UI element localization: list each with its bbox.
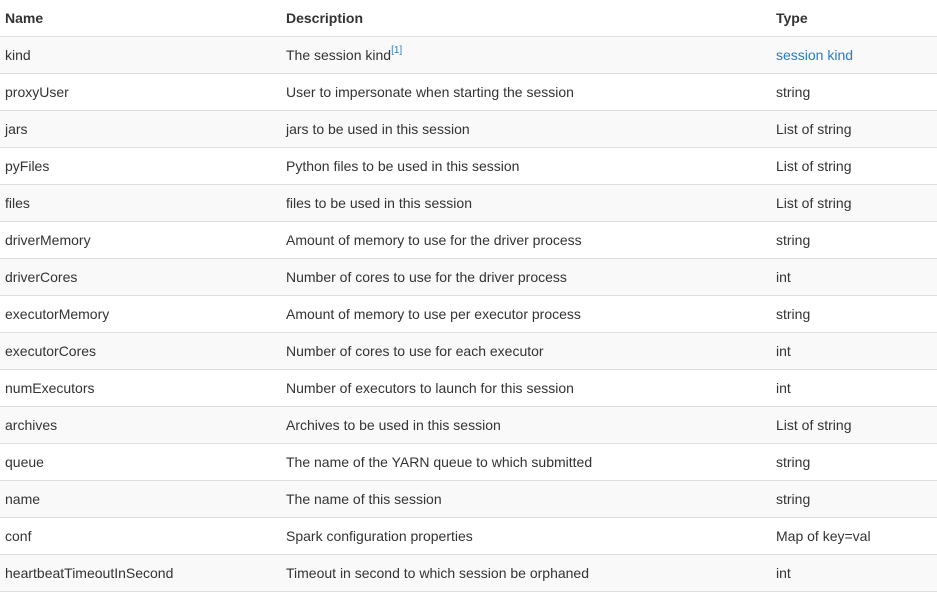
param-type: List of string bbox=[771, 184, 937, 221]
param-description-text: files to be used in this session bbox=[286, 194, 472, 211]
param-description bbox=[281, 73, 771, 110]
param-name: proxyUser bbox=[0, 73, 281, 110]
param-description bbox=[281, 517, 771, 554]
param-description bbox=[281, 147, 771, 184]
param-description-text: The session kind bbox=[286, 46, 392, 63]
table-row bbox=[0, 517, 937, 554]
param-description-text: User to impersonate when starting the session bbox=[286, 83, 574, 100]
param-type bbox=[771, 36, 937, 73]
param-description bbox=[281, 184, 771, 221]
param-description bbox=[281, 258, 771, 295]
param-description bbox=[281, 36, 771, 73]
table-row bbox=[0, 184, 937, 221]
param-description bbox=[281, 480, 771, 517]
param-description-text: Amount of memory to use per executor process bbox=[286, 305, 581, 322]
param-name: archives bbox=[0, 406, 281, 443]
param-type: int bbox=[771, 554, 937, 591]
table-header-row bbox=[0, 0, 937, 36]
param-description-text: The name of this session bbox=[286, 490, 442, 507]
param-description-text: Archives to be used in this session bbox=[286, 416, 501, 433]
param-type: List of string bbox=[771, 406, 937, 443]
param-type: int bbox=[771, 332, 937, 369]
param-description-text: Number of cores to use for the driver process bbox=[286, 268, 567, 285]
param-name: jars bbox=[0, 110, 281, 147]
table-row bbox=[0, 73, 937, 110]
table-row bbox=[0, 369, 937, 406]
param-name: driverMemory bbox=[0, 221, 281, 258]
footnote-link[interactable]: [1] bbox=[391, 44, 403, 56]
param-type: string bbox=[771, 443, 937, 480]
param-description bbox=[281, 406, 771, 443]
table-row bbox=[0, 110, 937, 147]
param-type: Map of key=val bbox=[771, 517, 937, 554]
param-type: string bbox=[771, 221, 937, 258]
param-type: int bbox=[771, 369, 937, 406]
table-row bbox=[0, 480, 937, 517]
param-type: string bbox=[771, 295, 937, 332]
column-header-name: Name bbox=[0, 0, 281, 36]
param-name: pyFiles bbox=[0, 147, 281, 184]
param-type: int bbox=[771, 258, 937, 295]
param-type: List of string bbox=[771, 147, 937, 184]
param-name: driverCores bbox=[0, 258, 281, 295]
param-description-text: Python files to be used in this session bbox=[286, 157, 520, 174]
table-row bbox=[0, 258, 937, 295]
param-name: kind bbox=[0, 36, 281, 73]
param-description-text: Timeout in second to which session be orphaned bbox=[286, 564, 589, 581]
param-type: string bbox=[771, 73, 937, 110]
param-description bbox=[281, 221, 771, 258]
param-name: queue bbox=[0, 443, 281, 480]
param-description bbox=[281, 295, 771, 332]
param-description-text: Number of cores to use for each executor bbox=[286, 342, 544, 359]
param-description bbox=[281, 554, 771, 591]
column-header-description: Description bbox=[281, 0, 771, 36]
param-description-text: Number of executors to launch for this session bbox=[286, 379, 574, 396]
param-name: numExecutors bbox=[0, 369, 281, 406]
param-name: conf bbox=[0, 517, 281, 554]
param-description bbox=[281, 332, 771, 369]
table-row bbox=[0, 36, 937, 73]
param-description-text: The name of the YARN queue to which submitted bbox=[286, 453, 593, 470]
param-name: heartbeatTimeoutInSecond bbox=[0, 554, 281, 591]
param-description bbox=[281, 110, 771, 147]
param-description-text: Amount of memory to use for the driver process bbox=[286, 231, 582, 248]
table-row bbox=[0, 295, 937, 332]
table-row bbox=[0, 406, 937, 443]
table-row bbox=[0, 332, 937, 369]
table-row bbox=[0, 554, 937, 591]
table-row bbox=[0, 443, 937, 480]
session-kind-link[interactable]: session kind bbox=[776, 46, 854, 63]
param-name: files bbox=[0, 184, 281, 221]
table-row bbox=[0, 147, 937, 184]
table-body bbox=[0, 36, 937, 591]
param-description bbox=[281, 369, 771, 406]
param-name: name bbox=[0, 480, 281, 517]
table-row bbox=[0, 221, 937, 258]
param-description-text: jars to be used in this session bbox=[286, 120, 470, 137]
param-name: executorMemory bbox=[0, 295, 281, 332]
param-description-text: Spark configuration properties bbox=[286, 527, 473, 544]
param-description bbox=[281, 443, 771, 480]
param-type: string bbox=[771, 480, 937, 517]
table-header bbox=[0, 0, 937, 36]
param-name: executorCores bbox=[0, 332, 281, 369]
param-type: List of string bbox=[771, 110, 937, 147]
column-header-type: Type bbox=[771, 0, 937, 36]
